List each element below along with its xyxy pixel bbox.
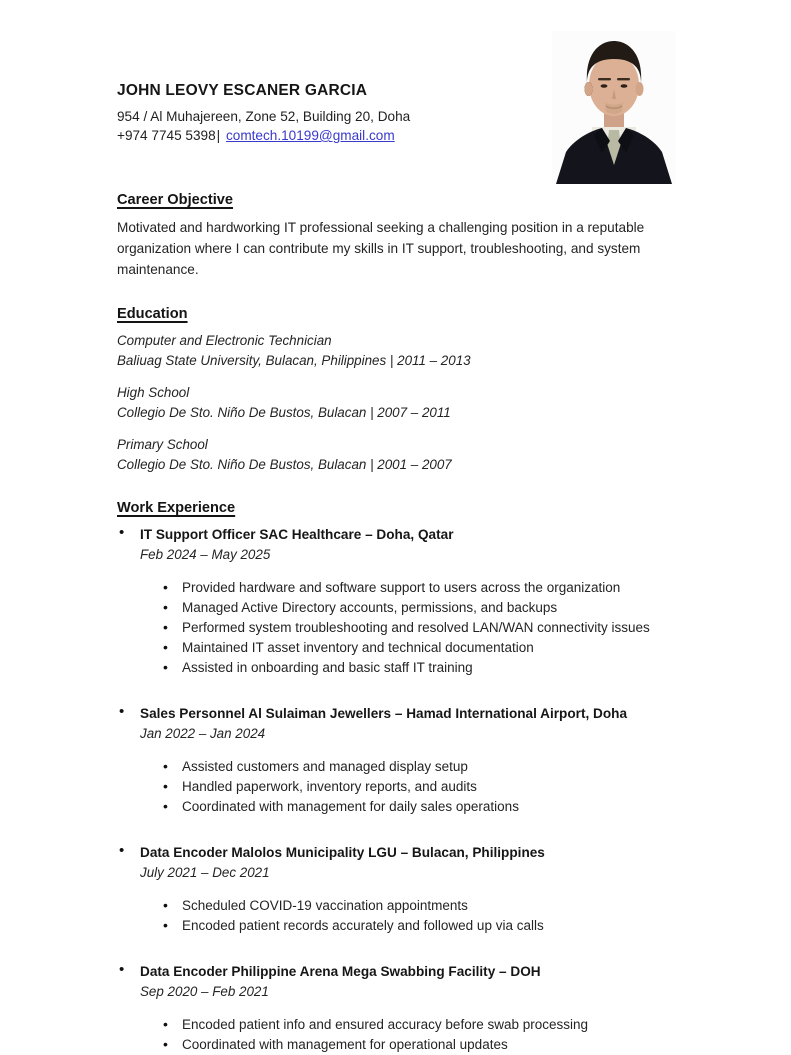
- applicant-name: JOHN LEOVY ESCANER GARCIA: [117, 82, 368, 99]
- duty-item: • Assisted in onboarding and basic staff IT training: [162, 658, 677, 678]
- job-duties-list: [162, 1015, 677, 1055]
- education-section: [117, 306, 677, 474]
- address-line: 954 / Al Muhajereen, Zone 52, Building 20, Doha: [117, 109, 411, 124]
- education-entry-detail: Baliuag State University, Bulacan, Philippines | 2011 – 2013: [117, 352, 471, 368]
- duty-item: • Assisted customers and managed display setup: [162, 757, 677, 777]
- job-duties-list: [162, 896, 677, 936]
- education-entry-detail: Collegio De Sto. Niño De Bustos, Bulacan | 2007 – 2011: [117, 404, 451, 420]
- duty-item: • Provided hardware and software support to users across the organization: [162, 578, 677, 598]
- education-heading: Education: [117, 306, 188, 322]
- contact-line: [117, 126, 677, 145]
- education-entry: [117, 331, 677, 370]
- resume-content: [117, 82, 677, 1055]
- job-title: • Sales Personnel Al Sulaiman Jewellers – Hamad International Airport, Doha: [140, 706, 628, 721]
- contact-separator: |: [216, 128, 221, 143]
- job-entry: [117, 525, 677, 678]
- duty-item: • Coordinated with management for daily sales operations: [162, 797, 677, 817]
- job-entry: [117, 704, 677, 817]
- education-entry-title: Computer and Electronic Technician: [117, 333, 332, 348]
- work-experience-section: [117, 500, 677, 1055]
- education-entry-detail: Collegio De Sto. Niño De Bustos, Bulacan | 2001 – 2007: [117, 456, 452, 472]
- job-title: • Data Encoder Philippine Arena Mega Swabbing Facility – DOH: [140, 964, 541, 979]
- duty-item: • Scheduled COVID-19 vaccination appointments: [162, 896, 677, 916]
- job-duties-list: [162, 578, 677, 678]
- job-dates: Feb 2024 – May 2025: [140, 547, 271, 562]
- duty-item: • Encoded patient records accurately and followed up via calls: [162, 916, 677, 936]
- job-duties-list: [162, 757, 677, 817]
- work-experience-heading: Work Experience: [117, 500, 236, 516]
- duty-item: • Managed Active Directory accounts, permissions, and backups: [162, 598, 677, 618]
- career-objective-section: [117, 192, 677, 280]
- duty-item: • Coordinated with management for operational updates: [162, 1035, 677, 1055]
- education-entry-title: Primary School: [117, 437, 208, 452]
- job-title: • IT Support Officer SAC Healthcare – Doha, Qatar: [140, 527, 454, 542]
- job-dates: July 2021 – Dec 2021: [140, 865, 270, 880]
- job-entry: [117, 843, 677, 936]
- education-entry: [117, 383, 677, 422]
- job-title: • Data Encoder Malolos Municipality LGU – Bulacan, Philippines: [140, 845, 545, 860]
- career-objective-heading: Career Objective: [117, 192, 234, 208]
- job-entry: [117, 962, 677, 1055]
- education-entry: [117, 435, 677, 474]
- duty-item: • Performed system troubleshooting and resolved LAN/WAN connectivity issues: [162, 618, 677, 638]
- resume-header: [117, 82, 677, 145]
- phone-number: +974 7745 5398: [117, 128, 216, 143]
- duty-item: • Maintained IT asset inventory and technical documentation: [162, 638, 677, 658]
- education-entry-title: High School: [117, 385, 190, 400]
- duty-item: • Handled paperwork, inventory reports, and audits: [162, 777, 677, 797]
- job-dates: Sep 2020 – Feb 2021: [140, 984, 269, 999]
- duty-item: • Encoded patient info and ensured accuracy before swab processing: [162, 1015, 677, 1035]
- job-dates: Jan 2022 – Jan 2024: [140, 726, 266, 741]
- career-objective-text: Motivated and hardworking IT professional seeking a challenging position in a reputable organization where I can contribute my skills in IT support, troubleshooting, and system maintenance.: [117, 220, 645, 277]
- email-link[interactable]: comtech.10199@gmail.com: [225, 128, 395, 143]
